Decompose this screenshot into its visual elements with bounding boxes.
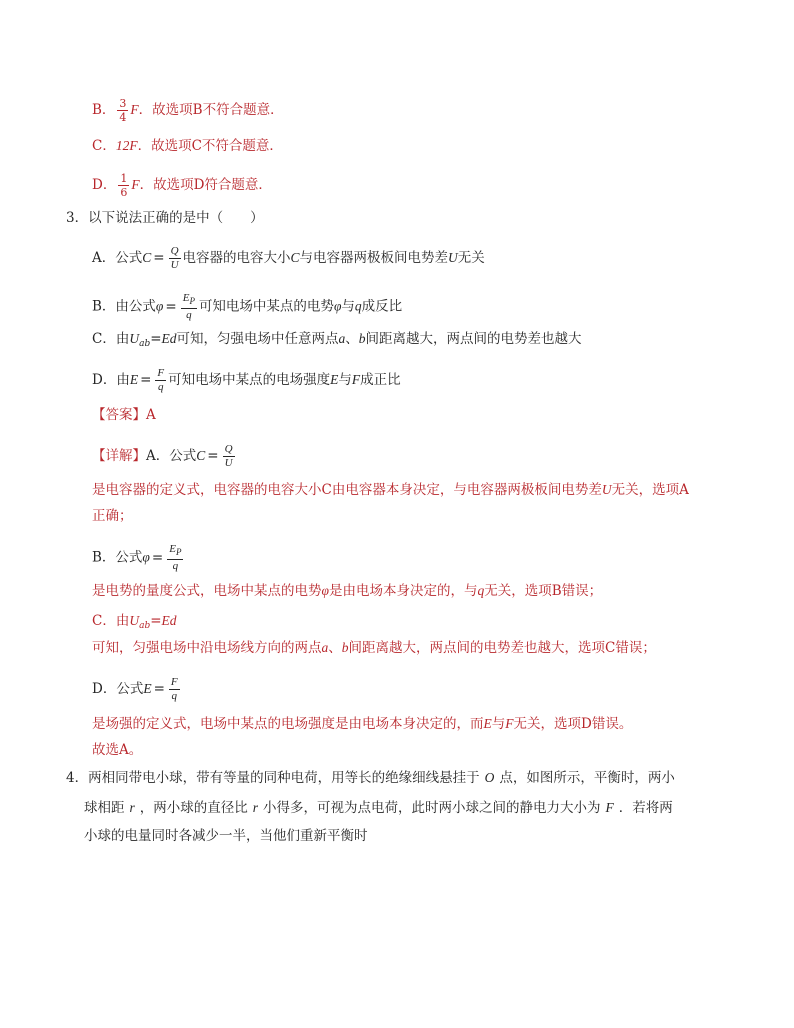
var: φ [333,298,342,314]
q3-detail-b-head [92,543,185,573]
var: E [169,543,176,555]
var: E [182,292,190,304]
fraction-den: q [158,381,164,393]
option-text: 可知电场中某点的电场强度 [168,372,331,388]
fraction [169,676,180,703]
answer-value: A [146,407,156,423]
var: b [341,640,349,655]
q3-detail-a-exp1 [92,480,689,500]
var: a [321,640,329,655]
var: F [505,716,514,731]
q4-line-3: 小球的电量同时各减少一半，当他们重新平衡时 [84,828,368,844]
fraction-den: q [186,309,192,321]
prev-option-d [92,172,272,199]
var: a [338,331,346,346]
q4-text: ，两小球的直径比 [139,800,248,816]
var: C [290,250,300,265]
var: q [477,583,485,598]
option-text: ．故选项B不符合题意． [138,102,284,118]
q3-option-c [92,329,582,354]
value: 12F [115,138,138,153]
var: Ed [161,331,177,346]
var: E [143,681,152,696]
var: C [142,250,152,265]
detail-text: 间距离越大，两点间的电势差也越大，选项C错误； [348,640,656,656]
fraction-den: q [172,560,179,572]
var: r [129,800,135,815]
fraction-num: F [157,367,165,379]
option-text: ．故选项D符合题意． [139,177,272,193]
q3-detail-d-exp [92,714,632,734]
q4-text: 小得多，可视为点电荷，此时两小球之间的静电力大小为 [263,800,601,816]
equals: = [153,250,165,266]
fraction-den: q [171,690,177,702]
option-text: 与电容器两极板间电势差 [299,250,449,266]
q3-detail-b-exp [92,581,602,601]
subscript: P [175,547,182,557]
q3-answer [92,405,156,425]
fraction-num: 3 [119,97,127,110]
option-text: 成正比 [360,372,401,388]
option-text: 与 [341,298,355,315]
fraction [223,443,235,470]
fraction [181,292,197,322]
equals: = [140,372,152,388]
fraction-num: 1 [120,172,128,185]
var: U [129,613,140,628]
equals: = [151,549,164,566]
q3-option-d [92,367,401,394]
option-text: 无关 [457,250,485,266]
detail-text: 是场强的定义式，电场中某点的电场强度是由电场本身决定的，而 [92,716,484,732]
fraction-num [181,292,197,309]
detail-text: 是由电场本身决定的，与 [328,583,478,599]
option-letter: D．由 [92,372,130,388]
fraction [117,97,128,124]
fraction [118,172,129,199]
fraction-num: F [170,676,178,688]
separator: 、 [328,640,342,656]
var: U [129,331,140,346]
var: U [601,482,612,497]
detail-head: C．由 [92,613,130,629]
answer-tag: 【答案】 [92,407,146,423]
var: U [448,250,458,265]
fraction-den: 4 [119,111,127,124]
option-letter: C． [92,138,116,154]
option-letter: B．由公式 [92,298,156,315]
var: E [330,372,339,387]
separator: 、 [345,331,359,347]
fraction-num: Q [170,245,179,257]
subscript: ab [139,621,151,631]
option-letter: C．由 [92,331,130,347]
var: C [196,448,206,463]
q3-stem: 3．以下说法正确的是中（ ） [66,210,264,226]
fraction-den: U [170,259,179,271]
q3-detail-c-head [92,611,177,636]
var: F [130,102,139,117]
var: F [351,372,361,387]
subscript: ab [139,339,151,349]
option-text: 成反比 [361,298,403,315]
detail-text: 与 [491,716,506,732]
detail-head: A．公式 [146,448,197,464]
var: φ [321,583,329,598]
option-letter: B． [92,102,116,118]
var: q [354,298,362,314]
option-text: 间距离越大，两点间的电势差也越大 [365,331,582,347]
detail-text: 是电势的量度公式，电场中某点的电势 [92,583,322,599]
option-text: 电容器的电容大小 [182,250,291,266]
fraction-den: 6 [120,186,128,199]
q3-detail-c-exp [92,638,656,658]
detail-text: 可知，匀强电场中沿电场线方向的两点 [92,640,322,656]
option-text: ．故选项C不符合题意． [137,138,283,154]
var: O [484,770,495,785]
detail-head: D．公式 [92,681,144,697]
q3-conclusion: 故选A。 [92,742,143,758]
fraction [155,367,166,394]
fraction [169,245,181,272]
subscript: P [189,296,195,306]
equals: = [150,331,162,347]
q3-option-b [92,292,402,322]
option-text: 与 [338,372,352,388]
q4-text: ．若将两 [618,800,673,816]
detail-head: B．公式 [92,549,143,566]
equals: = [207,448,219,464]
q4-text: 4．两相同带电小球，带有等量的同种电荷，用等长的绝缘细线悬挂于 [66,770,480,786]
var: φ [142,549,150,565]
detail-text: 无关，选项D错误。 [513,716,633,732]
fraction-den: U [224,457,233,469]
q3-detail-d-head [92,676,182,703]
fraction [167,543,183,573]
detail-tag: 【详解】 [92,448,146,464]
prev-option-c [92,136,283,156]
var: E [129,372,139,387]
q3-detail-a-exp2: 正确； [92,508,133,524]
option-text: 可知，匀强电场中任意两点 [176,331,339,347]
equals: = [150,613,162,629]
fraction-num: Q [224,443,233,455]
var: φ [155,298,164,314]
var: F [131,177,140,192]
equals: = [165,298,177,315]
detail-text: 是电容器的定义式，电容器的电容大小C由电容器本身决定，与电容器两极板间电势差 [92,482,602,498]
option-letter: D． [92,177,117,193]
var: Ed [161,613,177,628]
q4-text: 球相距 [84,800,125,816]
detail-text: 无关，选项B错误； [484,583,603,599]
prev-option-b [92,97,284,124]
equals: = [153,681,165,697]
q3-option-a [92,245,485,272]
var: b [358,331,366,346]
var: E [483,716,492,731]
var: r [252,800,259,815]
q4-text: 点，如图所示，平衡时，两小 [499,770,675,786]
option-text: 可知电场中某点的电势 [198,298,334,315]
option-letter: A．公式 [92,250,143,266]
detail-text: 无关，选项A [611,482,689,498]
q3-detail-a-head [92,443,237,470]
var: F [605,800,614,815]
fraction-num [167,543,183,560]
q4-line-2 [84,798,673,818]
q4-line-1 [66,768,675,788]
